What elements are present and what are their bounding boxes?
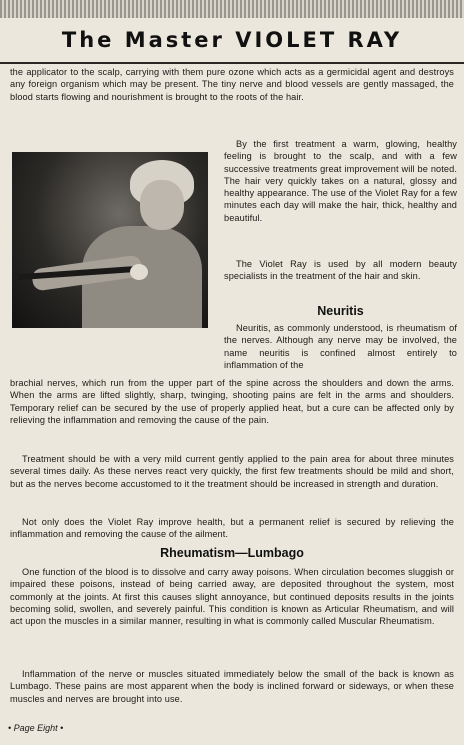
header-texture-bar	[0, 0, 464, 18]
paragraph-treatment: Treatment should be with a very mild current gently applied to the pain area for about three minutes several times daily. As these nerves react very quickly, the first few treatments should be mild and short, but as the nerves become accustomed to it the treatment should be increased in strength and duration.	[10, 454, 454, 489]
paragraph-neuritis-intro: Neuritis, as commonly understood, is rheumatism of the nerves. Although any nerve may be involved, the name neuritis is confined almost entirely to inflammation of the	[224, 323, 457, 370]
woman-treatment-photo	[12, 152, 208, 328]
photo-figure-face	[140, 180, 184, 230]
paragraph-first-treatment: By the first treatment a warm, glowing, healthy feeling is brought to the scalp, and with a few successive treatments great improvement will be noted. The hair very quickly takes on a natural, glossy and healthy appearance. The use of the Violet Ray for a few minutes each day will make the hair, thick, healthy and beautiful.	[224, 139, 457, 223]
paragraph-blood-function: One function of the blood is to dissolve and carry away poisons. When circulation becomes sluggish or impaired these poisons, instead of being carried away, are deposited throughout the system, most commonly at the joints. At first this causes slight annoyance, but continued deposits results in the joints becoming solid, swollen, and severely painful. This condition is known as Articular Rheumatism, and will act upon the muscles in a similar manner, resulting in what is commonly called Muscular Rheumatism.	[10, 567, 454, 627]
page-number: • Page Eight •	[8, 723, 64, 733]
applicator-bulb	[130, 264, 148, 280]
header-divider	[0, 62, 464, 64]
paragraph-beauty-specialists: The Violet Ray is used by all modern beauty specialists in the treatment of the hair and skin.	[224, 259, 457, 282]
heading-neuritis: Neuritis	[317, 304, 364, 318]
paragraph-lumbago: Inflammation of the nerve or muscles situated immediately below the small of the back is known as Lumbago. These pains are most apparent when the body is inclined forward or sideways, or when these muscles and nerves are brought into use.	[10, 669, 454, 704]
paragraph-scalp-intro: the applicator to the scalp, carrying with them pure ozone which acts as a germicidal agent and destroys any foreign organism which may be present. The tiny nerve and blood vessels are gently massaged, the blood starts flowing and nourishment is brought to the roots of the hair.	[10, 67, 454, 102]
page-title: The Master VIOLET RAY	[61, 28, 403, 52]
heading-rheumatism-lumbago: Rheumatism—Lumbago	[160, 546, 304, 560]
paragraph-brachial-nerves: brachial nerves, which run from the upper part of the spine across the shoulders and down the arms. When the arms are lifted slightly, sharp, twinging, shooting pains are felt in the arms and shoulders. Temporary relief can be secured by the use of properly applied heat, but a cure can be affected only by relieving the inflammation and removing the cause of the pain.	[10, 378, 454, 425]
paragraph-permanent-relief: Not only does the Violet Ray improve health, but a permanent relief is secured by relieving the inflammation and removing the cause of the ailment.	[10, 517, 454, 540]
